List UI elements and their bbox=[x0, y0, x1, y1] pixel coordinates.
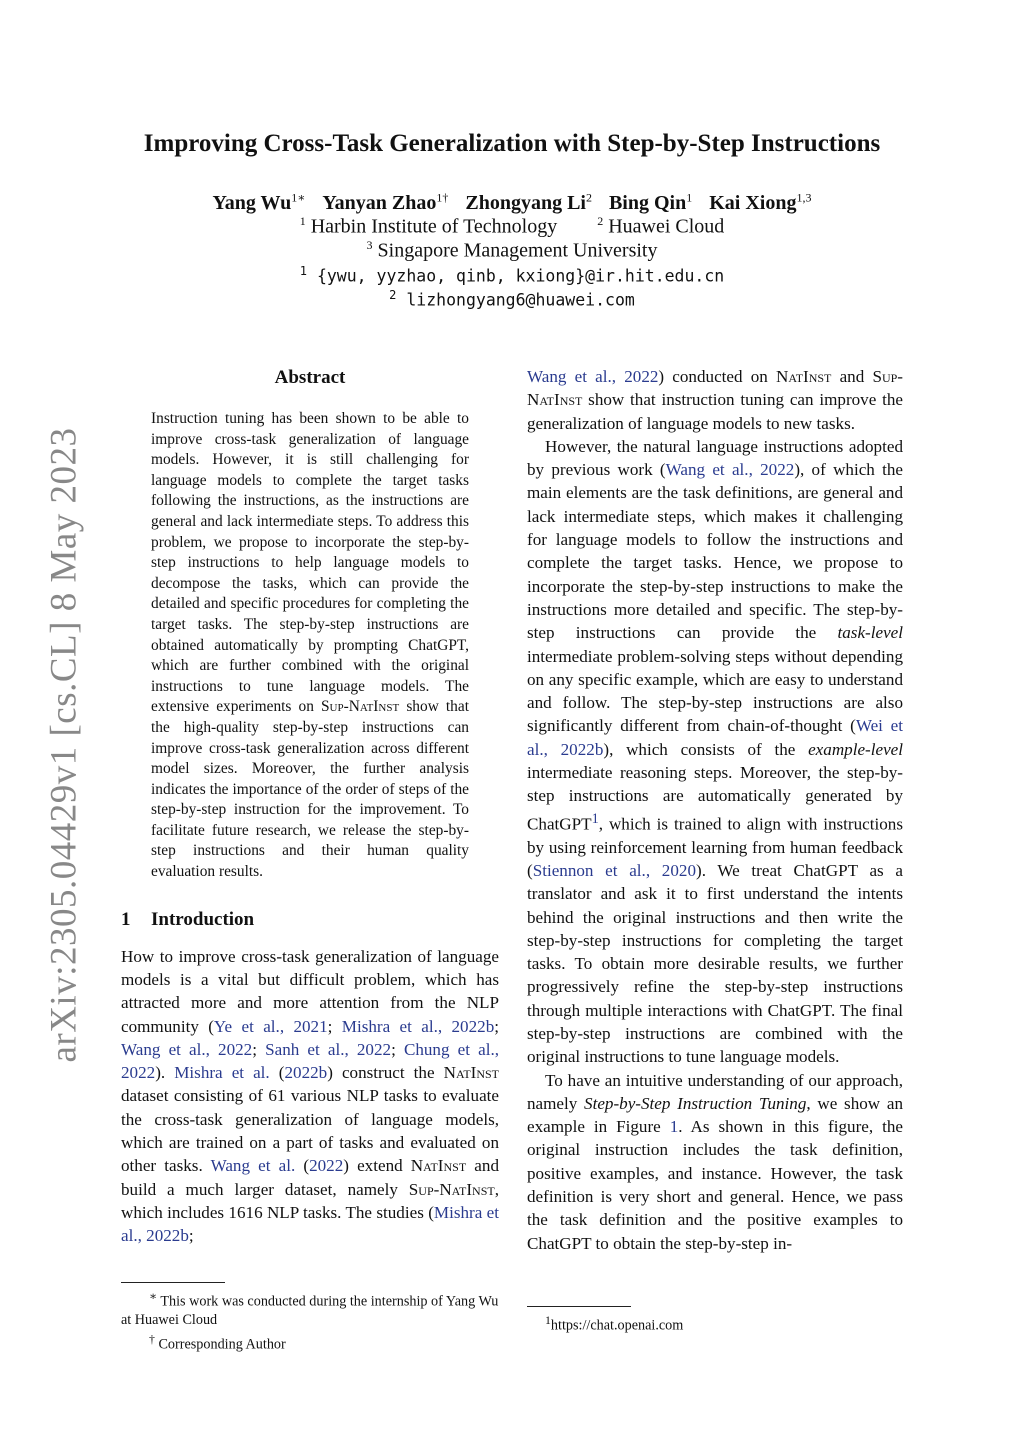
email-line-1: $^1$ {ywu, yyzhao, qinb, kxiong}@ir.hit.edu.cn bbox=[299, 264, 725, 286]
abstract-heading: Abstract bbox=[274, 367, 346, 388]
affiliation-line-1: $^1$ Harbin Institute of Technology $^2$ Huawei Cloud bbox=[299, 214, 725, 238]
footnote-divider bbox=[527, 1306, 631, 1307]
citation-link[interactable]: Wang et al. bbox=[210, 1156, 296, 1176]
paper-title: Improving Cross-Task Generalization with Step-by-Step Instructions bbox=[143, 130, 881, 157]
citation-link[interactable]: Mishra et al., 2022b bbox=[121, 1202, 499, 1246]
section-heading-introduction: 1 Introduction bbox=[121, 908, 255, 930]
citation-link[interactable]: 2022b bbox=[284, 1063, 328, 1083]
body-paragraph: To have an intuitive understanding of our approach, namely Step-by-Step Instruction Tuning, we show an example in Figure 1. As shown in this figure, the original instruction includes the task definition, positive examples, and instance. However, the task definition is very short and general. Hence, we pass the task definition and the positive examples to ChatGPT to obtain the step-by-step in- bbox=[527, 1070, 904, 1253]
author-name: Bing Qin$^1$ bbox=[608, 190, 693, 214]
author-name: Yang $Wu^{1∗}$ bbox=[212, 190, 306, 214]
citation-link[interactable]: Chung et al., 2022 bbox=[121, 1039, 499, 1083]
citation-link[interactable]: Wei et al., 2022b bbox=[527, 716, 904, 759]
left-column bbox=[121, 365, 499, 1248]
citation-link[interactable]: Wang et al., 2022 bbox=[121, 1039, 253, 1059]
citation-link[interactable]: Sanh et al., 2022 bbox=[265, 1039, 392, 1059]
citation-link[interactable]: 2022 bbox=[309, 1156, 344, 1176]
footnote-divider bbox=[121, 1282, 225, 1283]
citation-link[interactable]: Mishra et al. bbox=[174, 1063, 270, 1083]
body-paragraph: Wang et al., 2022) conducted on NatInst and Sup-NatInst show that instruction tuning can improve the generalization of language models to new tasks. bbox=[527, 367, 903, 433]
author-name: Kai Xiong$^{1,3}$ bbox=[709, 190, 812, 214]
footnote: $^1$https://chat.openai.com bbox=[545, 1313, 684, 1334]
body-paragraph: However, the natural language instructions adopted by previous work (Wang et al., 2022), of which the main elements are the task definitions, are general and lack intermediate steps, which makes it challenging for language models to follow the instructions and complete the target tasks. Hence, we propose to incorporate the step-by-step instructions to make the instructions more detailed and specific. The step-by-step instructions can provide the task-level intermediate problem-solving steps without depending on any specific example, which are easy to understand and follow. The step-by-step instructions are also significantly different from chain-of-thought (Wei et al., 2022b), which consists of the example-level intermediate reasoning steps. Moreover, the step-by-step instructions are automatically generated by ChatGPT$^1$, which is trained to align with instructions by using reinforcement learning from human feedback (Stiennon et al., 2020). We treat ChatGPT as a translator and ask it to first understand the intents behind the original instructions and then write the step-by-step instructions for completing the target tasks. To obtain more desirable results, we further progressively refine the step-by-step instructions through multiple interactions with ChatGPT. The final step-by-step instructions are combined with the original instructions to tune language models. bbox=[527, 436, 904, 1067]
citation-link[interactable]: Wang et al., 2022 bbox=[527, 367, 659, 386]
right-footnotes bbox=[527, 1296, 903, 1335]
affiliation-line-2: $^3$ Singapore Management University bbox=[366, 238, 658, 262]
author-name: Yanyan Zhao$^{1\dagger}$ bbox=[322, 190, 449, 214]
author-list bbox=[0, 190, 1024, 215]
footnote-mark-link[interactable]: 1 bbox=[591, 810, 599, 827]
author-name: Zhongyang Li$^2$ bbox=[465, 190, 592, 214]
email-line-2: $^2$ lizhongyang6@huawei.com bbox=[389, 288, 635, 310]
footnote: † Corresponding Author bbox=[149, 1331, 286, 1353]
footnote: ∗ This work was conducted during the internship of Yang Wu at Huawei Cloud bbox=[121, 1289, 499, 1329]
citation-link[interactable]: Mishra et al., 2022b bbox=[341, 1016, 495, 1036]
figure-reference-link[interactable]: 1 bbox=[669, 1117, 679, 1137]
abstract-body: Instruction tuning has been shown to be able to improve cross-task generalization of language models. However, it is still challenging for language models to complete the target tasks following the instructions, as the instructions are general and lack intermediate steps. To address this problem, we propose to incorporate the step-by-step instructions to help language models to decompose the tasks, which can provide the detailed and specific procedures for completing the target tasks. The step-by-step instructions are obtained automatically by prompting ChatGPT, which are further combined with the original instructions to tune language models. The extensive experiments on Sup-NatInst show that the high-quality step-by-step instructions can improve cross-task generalization across different model sizes. Moreover, the further analysis indicates the importance of the order of steps of the step-by-step instruction for the improvement. To facilitate future research, we release the step-by-step instructions and their human quality evaluation results. bbox=[151, 410, 469, 881]
arxiv-identifier: arXiv:2305.04429v1 [cs.CL] 8 May 2023 bbox=[43, 427, 85, 1063]
citation-link[interactable]: Ye et al., 2021 bbox=[213, 1016, 328, 1036]
left-footnotes bbox=[121, 1272, 499, 1354]
right-column bbox=[527, 365, 903, 1255]
intro-paragraph: How to improve cross-task generalization of language models is a vital but difficult problem, which has attracted more and more attention from the NLP community (Ye et al., 2021; Mishra et al., 2022b; Wang et al., 2022; Sanh et al., 2022; Chung et al., 2022). Mishra et al. (2022b) construct the NatInst dataset consisting of 61 various NLP tasks to evaluate the cross-task generalization of language models, which are trained on a part of tasks and evaluated on other tasks. Wang et al. (2022) extend NatInst and build a much larger dataset, namely Sup-NatInst, which includes 1616 NLP tasks. The studies (Mishra et al., 2022b; bbox=[121, 946, 500, 1246]
citation-link[interactable]: Wang et al., 2022 bbox=[665, 460, 795, 480]
citation-link[interactable]: Stiennon et al., 2020 bbox=[532, 860, 696, 880]
